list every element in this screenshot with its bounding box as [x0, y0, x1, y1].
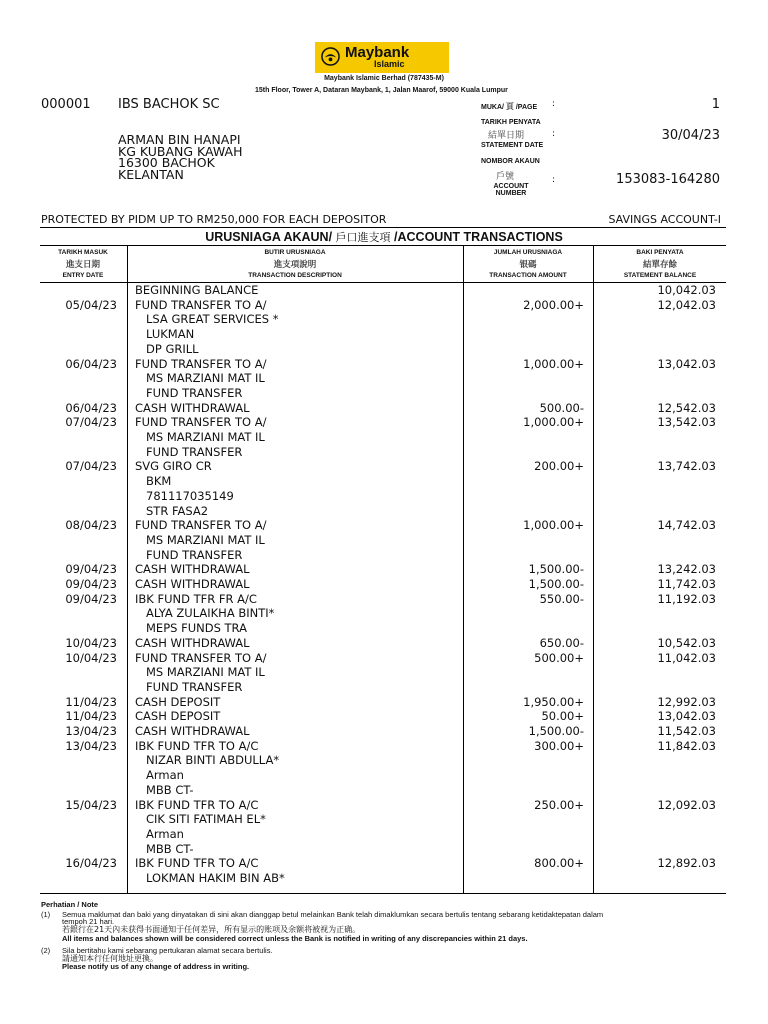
table-row: [0, 739, 768, 754]
table-row: [0, 665, 768, 680]
transaction-amount: 2,000.00+: [523, 297, 584, 312]
transaction-amount: 1,500.00-: [528, 577, 584, 591]
transaction-amount: 500.00+: [534, 650, 584, 665]
col-header-date: TARIKH MASUK 進支日期 ENTRY DATE: [58, 249, 108, 279]
page-label: MUKA/ 頁 /PAGE: [481, 102, 538, 111]
notes: [41, 900, 741, 971]
customer-address: [118, 134, 242, 180]
divider: [40, 227, 726, 228]
note-2-cjk: 請通知本行任何地址更換。: [62, 954, 158, 963]
table-row: [0, 430, 768, 445]
account-label-ms: NOMBOR AKAUN: [481, 158, 540, 165]
transaction-description: IBK FUND TFR FR A/C: [135, 591, 257, 606]
col-header-desc: BUTIR URUSNIAGA 進支項說明 TRANSACTION DESCRIPTION: [248, 249, 342, 279]
maybank-logo: [315, 42, 449, 73]
table-row: [0, 856, 768, 871]
table-row: [0, 798, 768, 813]
table-row: [0, 371, 768, 386]
table-row: [0, 474, 768, 489]
transaction-description: FUND TRANSFER TO A/: [135, 415, 267, 430]
transaction-description: BKM: [146, 474, 172, 489]
table-row: [0, 401, 768, 416]
table-row: [0, 548, 768, 563]
transaction-description: FUND TRANSFER TO A/: [135, 356, 267, 371]
col-header-balance: BAKI PENYATA 結單存餘 STATEMENT BALANCE: [623, 249, 697, 279]
transaction-amount: 800.00+: [534, 856, 584, 871]
statement-balance: 11,192.03: [657, 591, 716, 606]
address-line: KG KUBANG KAWAH: [118, 143, 243, 159]
transaction-description: MS MARZIANI MAT IL: [146, 665, 265, 680]
transaction-description: CIK SITI FATIMAH EL*: [146, 812, 266, 827]
transaction-description: MBB CT-: [146, 841, 194, 856]
customer-name: ARMAN BIN HANAPI: [118, 132, 241, 147]
statement-balance: 11,742.03: [657, 577, 716, 591]
transaction-amount: 1,950.00+: [523, 694, 584, 709]
transaction-table: [0, 283, 768, 893]
entry-date: 16/04/23: [65, 856, 117, 871]
table-row: [0, 842, 768, 857]
statement-balance: 10,542.03: [657, 635, 716, 650]
transaction-description: STR FASA2: [146, 503, 209, 518]
statement-balance: 14,742.03: [657, 518, 716, 533]
table-row: [0, 651, 768, 666]
table-row: [0, 342, 768, 357]
entry-date: 13/04/23: [65, 738, 117, 753]
transaction-description: IBK FUND TFR TO A/C: [135, 797, 259, 812]
table-row: [0, 459, 768, 474]
transaction-description: FUND TRANSFER: [146, 679, 243, 694]
transaction-description: DP GRILL: [146, 341, 199, 356]
note-number: (2): [41, 946, 51, 955]
account-number: 153083-164280: [616, 172, 720, 187]
transaction-description: CASH WITHDRAWAL: [135, 635, 250, 650]
entry-date: 07/04/23: [65, 415, 117, 430]
table-row: [0, 533, 768, 548]
statement-date-label-en: STATEMENT DATE: [481, 142, 544, 149]
transaction-amount: 50.00+: [541, 709, 584, 724]
transaction-description: LUKMAN: [146, 327, 195, 342]
note-1-cjk: 若銀行在21天內未获得书面通知于任何差异，所有显示的账项及余额将被视为正确。: [62, 925, 361, 934]
statement-balance: 12,042.03: [657, 297, 716, 312]
divider: [40, 893, 726, 894]
transaction-description: FUND TRANSFER TO A/: [135, 297, 267, 312]
brand-sub: Islamic: [374, 59, 405, 69]
entry-date: 11/04/23: [65, 694, 117, 709]
statement-balance: 13,042.03: [657, 356, 716, 371]
transaction-description: BEGINNING BALANCE: [135, 283, 259, 297]
table-row: [0, 783, 768, 798]
entry-date: 06/04/23: [65, 356, 117, 371]
table-row: [0, 562, 768, 577]
transaction-amount: 550.00-: [539, 591, 584, 606]
statement-balance: 12,542.03: [657, 400, 716, 415]
transaction-amount: 1,000.00+: [523, 518, 584, 533]
table-row: [0, 312, 768, 327]
table-row: [0, 489, 768, 504]
transaction-amount: 250.00+: [534, 797, 584, 812]
branch-name: IBS BACHOK SC: [118, 97, 220, 112]
entry-date: 05/04/23: [65, 297, 117, 312]
table-row: [0, 812, 768, 827]
transaction-amount: 1,500.00-: [528, 724, 584, 738]
transaction-amount: 200.00+: [534, 459, 584, 474]
entry-date: 06/04/23: [65, 400, 117, 415]
statement-balance: 13,042.03: [657, 709, 716, 724]
entry-date: 11/04/23: [65, 709, 117, 724]
address-line: 16300 BACHOK: [118, 155, 215, 170]
statement-balance: 13,542.03: [657, 415, 716, 430]
transaction-amount: 650.00-: [539, 635, 584, 650]
transaction-description: FUND TRANSFER TO A/: [135, 650, 267, 665]
page-colon: :: [552, 99, 556, 109]
transaction-description: NIZAR BINTI ABDULLA*: [146, 753, 280, 768]
table-row: [0, 753, 768, 768]
table-row: [0, 504, 768, 519]
transaction-description: FUND TRANSFER: [146, 547, 243, 562]
table-row: [0, 518, 768, 533]
statement-balance: 13,242.03: [657, 562, 716, 577]
tiger-emblem-icon: [321, 47, 340, 66]
entry-date: 07/04/23: [65, 459, 117, 474]
transaction-description: LSA GREAT SERVICES *: [146, 312, 279, 327]
table-row: [0, 871, 768, 886]
brand-name: Maybank: [345, 44, 410, 61]
table-row: [0, 445, 768, 460]
entry-date: 10/04/23: [65, 635, 117, 650]
entry-date: 09/04/23: [65, 591, 117, 606]
entry-date: 15/04/23: [65, 797, 117, 812]
transaction-description: CASH DEPOSIT: [135, 694, 221, 709]
divider: [40, 245, 726, 246]
entry-date: 10/04/23: [65, 650, 117, 665]
statement-balance: 11,542.03: [657, 724, 716, 738]
statement-balance: 10,042.03: [657, 283, 716, 297]
table-row: [0, 415, 768, 430]
bank-address: 15th Floor, Tower A, Dataran Maybank, 1, Jalan Maarof, 59000 Kuala Lumpur: [255, 87, 508, 94]
transaction-description: Arman: [146, 768, 184, 783]
transaction-description: LOKMAN HAKIM BIN AB*: [146, 871, 285, 885]
transaction-description: IBK FUND TFR TO A/C: [135, 738, 259, 753]
table-row: [0, 695, 768, 710]
table-row: [0, 606, 768, 621]
transaction-description: MS MARZIANI MAT IL: [146, 371, 265, 386]
statement-balance: 13,742.03: [657, 459, 716, 474]
table-row: [0, 709, 768, 724]
statement-balance: 12,892.03: [657, 856, 716, 871]
transaction-description: CASH WITHDRAWAL: [135, 562, 250, 577]
account-colon: :: [552, 175, 556, 185]
table-row: [0, 621, 768, 636]
transaction-description: CASH DEPOSIT: [135, 709, 221, 724]
statement-balance: 11,042.03: [657, 650, 716, 665]
transaction-description: CASH WITHDRAWAL: [135, 400, 250, 415]
notes-title: Perhatian / Note: [41, 900, 99, 909]
transaction-amount: 500.00-: [539, 400, 584, 415]
table-row: [0, 283, 768, 298]
table-row: [0, 327, 768, 342]
address-line: KELANTAN: [118, 166, 184, 182]
note-1-ms: Semua maklumat dan baki yang dinyatakan di sini akan dianggap betul melainkan Bank telah dimaklumkan secara bertulis tentang sebarang ketidaktepatan dalam: [62, 910, 604, 919]
transaction-description: CASH WITHDRAWAL: [135, 577, 250, 591]
note-2-en: Please notify us of any change of address in writing.: [62, 962, 250, 971]
table-row: [0, 827, 768, 842]
entry-date: 08/04/23: [65, 518, 117, 533]
table-row: [0, 592, 768, 607]
bank-legal-name: Maybank Islamic Berhad (787435-M): [324, 75, 444, 82]
entry-date: 13/04/23: [65, 724, 117, 738]
transaction-description: MS MARZIANI MAT IL: [146, 532, 265, 547]
transaction-amount: 1,500.00-: [528, 562, 584, 577]
table-row: [0, 680, 768, 695]
statement-balance: 12,992.03: [657, 694, 716, 709]
table-row: [0, 357, 768, 372]
statement-date-colon: :: [552, 129, 556, 139]
transaction-amount: 1,000.00+: [523, 415, 584, 430]
transaction-amount: 300.00+: [534, 738, 584, 753]
entry-date: 09/04/23: [65, 562, 117, 577]
transaction-description: MEPS FUNDS TRA: [146, 621, 247, 636]
note-1-ms-cont: tempoh 21 hari.: [62, 917, 115, 926]
section-title: URUSNIAGA AKAUN/ 戶口進支項 /ACCOUNT TRANSACTIONS: [205, 230, 563, 244]
statement-date-label-ms: TARIKH PENYATA: [481, 119, 541, 126]
transaction-description: 781117035149: [146, 488, 234, 503]
statement-date: 30/04/23: [661, 128, 720, 143]
transaction-description: CASH WITHDRAWAL: [135, 724, 250, 738]
account-label-en: ACCOUNT NUMBER: [493, 183, 529, 197]
transaction-description: MS MARZIANI MAT IL: [146, 430, 265, 444]
transaction-description: MBB CT-: [146, 782, 194, 797]
entry-date: 09/04/23: [65, 577, 117, 591]
transaction-description: ALYA ZULAIKHA BINTI*: [146, 606, 275, 621]
transaction-amount: 1,000.00+: [523, 356, 584, 371]
transaction-description: Arman: [146, 826, 184, 841]
table-row: [0, 577, 768, 592]
transaction-description: FUND TRANSFER TO A/: [135, 518, 267, 533]
transaction-description: SVG GIRO CR: [135, 459, 212, 474]
table-row: [0, 298, 768, 313]
page-number: 1: [711, 97, 720, 112]
note-2-ms: Sila bertitahu kami sebarang pertukaran alamat secara bertulis.: [62, 946, 273, 955]
pidm-notice: PROTECTED BY PIDM UP TO RM250,000 FOR EACH DEPOSITOR: [41, 213, 387, 226]
account-label-cjk: 戶號: [496, 172, 515, 182]
note-1-en: All items and balances shown will be considered correct unless the Bank is notified in writing of any discrepancies within 21 days.: [62, 934, 528, 943]
statement-balance: 12,092.03: [657, 797, 716, 812]
table-row: [0, 386, 768, 401]
statement-date-label-cjk: 結單日期: [488, 131, 525, 141]
branch-code: 000001: [41, 97, 91, 112]
transaction-description: FUND TRANSFER: [146, 385, 243, 400]
table-row: [0, 724, 768, 739]
table-row: [0, 768, 768, 783]
note-number: (1): [41, 910, 51, 919]
account-type: SAVINGS ACCOUNT-I: [608, 213, 721, 226]
table-row: [0, 636, 768, 651]
statement-balance: 11,842.03: [657, 738, 716, 753]
col-header-amount: JUMLAH URUSNIAGA 银碼 TRANSACTION AMOUNT: [489, 249, 567, 279]
transaction-description: IBK FUND TFR TO A/C: [135, 856, 259, 871]
transaction-description: FUND TRANSFER: [146, 444, 243, 459]
